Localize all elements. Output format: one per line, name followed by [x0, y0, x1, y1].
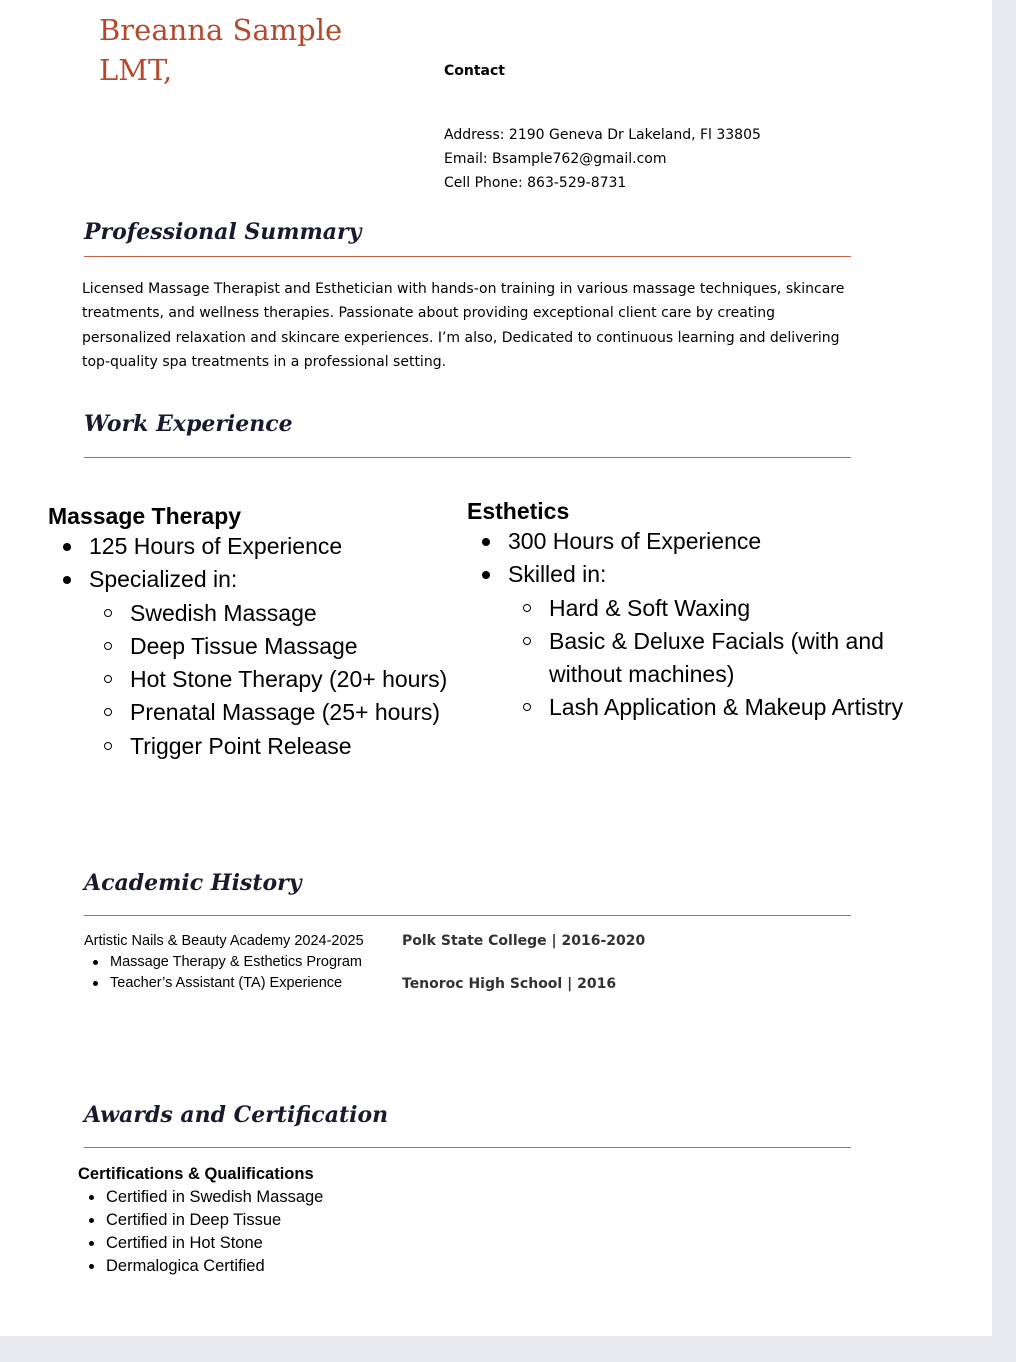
- massage-intro: Specialized in:: [89, 566, 238, 593]
- certifications-list: [78, 1186, 323, 1278]
- academic-school-3: Tenoroc High School | 2016: [402, 976, 617, 992]
- school-1-list: [84, 952, 374, 994]
- academic-heading: Academic History: [84, 870, 302, 896]
- school-1-name: Artistic Nails & Beauty Academy 2024-2025: [84, 933, 364, 949]
- list-item: Lash Application & Makeup Artistry: [508, 691, 947, 724]
- awards-divider: [84, 1147, 851, 1148]
- name-line-2: LMT,: [99, 53, 173, 87]
- esthetics-column: [467, 498, 947, 725]
- list-item: Hard & Soft Waxing: [508, 592, 947, 625]
- summary-heading: Professional Summary: [84, 219, 362, 245]
- candidate-name: [99, 10, 342, 90]
- name-line-1: Breanna Sample: [99, 13, 343, 47]
- esthetics-intro: Skilled in:: [508, 561, 607, 588]
- massage-list: [48, 530, 468, 763]
- academic-divider: [84, 915, 851, 916]
- massage-specialties: [89, 597, 468, 763]
- summary-text: Licensed Massage Therapist and Esthetician with hands-on training in various massage techniques, skincare treatments, and wellness therapies. Passionate about providing exceptional client care by creating personalized relaxation and skincare experiences. I’m also, Dedicated to continuous learning and delivering top-quality spa treatments in a professional setting.: [82, 281, 845, 370]
- list-item: Hot Stone Therapy (20+ hours): [89, 663, 468, 696]
- work-heading: Work Experience: [84, 411, 293, 437]
- work-divider: [84, 457, 851, 458]
- list-item: Massage Therapy & Esthetics Program: [84, 952, 374, 973]
- academic-school-1: [84, 931, 374, 993]
- esthetics-skills: [508, 592, 947, 725]
- contact-phone: Cell Phone: 863-529-8731: [444, 175, 627, 191]
- list-item: Certified in Swedish Massage: [78, 1186, 323, 1209]
- list-item: Dermalogica Certified: [78, 1255, 323, 1278]
- list-item: Prenatal Massage (25+ hours): [89, 696, 468, 729]
- contact-address: Address: 2190 Geneva Dr Lakeland, Fl 33805: [444, 127, 761, 143]
- academic-school-2: Polk State College | 2016-2020: [402, 933, 646, 949]
- list-item: Deep Tissue Massage: [89, 630, 468, 663]
- certifications-subtitle: Certifications & Qualifications: [78, 1165, 314, 1183]
- list-item: Trigger Point Release: [89, 730, 468, 763]
- list-item: Certified in Hot Stone: [78, 1232, 323, 1255]
- contact-email: Email: Bsample762@gmail.com: [444, 151, 667, 167]
- esthetics-list: [467, 525, 947, 725]
- massage-column: [48, 503, 468, 763]
- massage-title: Massage Therapy: [48, 503, 242, 529]
- certifications-block: [78, 1163, 323, 1278]
- list-item: [467, 558, 947, 724]
- list-item: Teacher’s Assistant (TA) Experience: [84, 973, 374, 994]
- awards-heading: Awards and Certification: [84, 1102, 389, 1128]
- list-item: Swedish Massage: [89, 597, 468, 630]
- summary-divider: [84, 256, 851, 257]
- esthetics-title: Esthetics: [467, 498, 570, 524]
- list-item: [48, 563, 468, 763]
- contact-heading: Contact: [444, 63, 505, 79]
- list-item: 125 Hours of Experience: [48, 530, 468, 563]
- list-item: 300 Hours of Experience: [467, 525, 947, 558]
- list-item: Basic & Deluxe Facials (with and without machines): [508, 625, 909, 692]
- list-item: Certified in Deep Tissue: [78, 1209, 323, 1232]
